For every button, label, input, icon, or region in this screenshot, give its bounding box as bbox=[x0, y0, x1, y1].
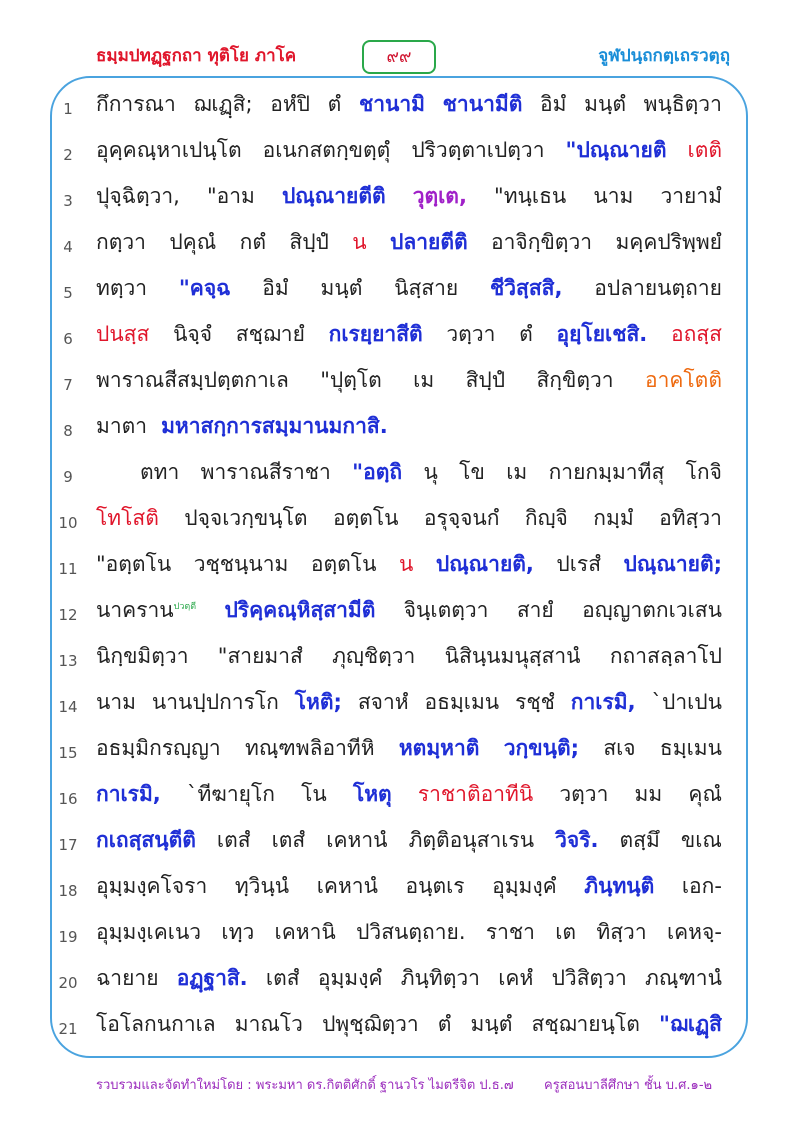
text-line bbox=[0, 816, 800, 862]
word: จินฺเตตฺวา bbox=[403, 598, 489, 622]
word: นาม bbox=[96, 690, 136, 714]
word: วายามํ bbox=[660, 184, 722, 208]
word: นิสินฺนมนุสฺสานํ bbox=[444, 644, 581, 668]
word: "อตฺถิ bbox=[352, 460, 403, 484]
line-text bbox=[96, 134, 722, 167]
word: ทณฺฑพลิอาทีหิ bbox=[244, 736, 375, 760]
word: สชฺฌายํ bbox=[235, 322, 305, 346]
line-number: 10 bbox=[58, 514, 78, 532]
text-line bbox=[0, 1000, 800, 1046]
line-number: 2 bbox=[63, 146, 73, 164]
word: นาม bbox=[593, 184, 634, 208]
line-number: 15 bbox=[58, 744, 78, 762]
text-line bbox=[0, 218, 800, 264]
line-number: 16 bbox=[58, 790, 78, 808]
word: สายํ bbox=[516, 598, 554, 622]
line-text bbox=[96, 180, 722, 213]
word: สิปฺปํ bbox=[289, 230, 329, 254]
line-text bbox=[96, 732, 722, 765]
line-text bbox=[96, 548, 722, 581]
word: ปุจฺฉิตฺวา, bbox=[96, 184, 180, 208]
word: เคหํ bbox=[498, 966, 534, 990]
word: ราชา bbox=[485, 920, 535, 944]
word: "ปุตฺโต bbox=[320, 368, 382, 392]
word: ฌเฏฺสิ; bbox=[193, 92, 253, 116]
word: "สายมาสํ bbox=[217, 644, 303, 668]
page-number-badge: ๙๙ bbox=[362, 40, 436, 74]
word: พาราณสีสมฺปตฺตกาเล bbox=[96, 368, 289, 392]
line-text bbox=[96, 870, 722, 903]
word: เคหานิ bbox=[274, 920, 336, 944]
text-line bbox=[0, 908, 800, 954]
word: นิจฺจํ bbox=[173, 322, 213, 346]
word: มนฺตํ bbox=[470, 1012, 513, 1036]
book-title: ธมฺมปทฏฺฐกถา ทุติโย ภาโค bbox=[96, 46, 297, 66]
word: มนฺตํ bbox=[584, 92, 626, 116]
word: กาเรมิ, bbox=[570, 690, 636, 714]
line-text bbox=[96, 686, 722, 719]
line-number: 3 bbox=[63, 192, 73, 210]
word: อาคโตติ bbox=[644, 368, 722, 392]
word: กเถสฺสนฺตีติ bbox=[96, 828, 196, 852]
word: ปนสฺส bbox=[96, 322, 150, 346]
word: "ปณฺณายติ bbox=[565, 138, 667, 162]
word: คุณํ bbox=[688, 782, 722, 806]
text-line bbox=[0, 586, 800, 632]
page-header bbox=[0, 40, 800, 76]
word: ตสฺมึ bbox=[619, 828, 660, 852]
word: ฉายาย bbox=[96, 966, 159, 990]
word: วตฺวา bbox=[446, 322, 496, 346]
word: พาราณสีราชา bbox=[200, 460, 331, 484]
word: กิญฺจิ bbox=[524, 506, 568, 530]
word: นานปฺปการโก bbox=[151, 690, 279, 714]
text-line bbox=[0, 862, 800, 908]
word: เทฺว bbox=[221, 920, 255, 944]
text-line bbox=[0, 126, 800, 172]
word: อุมฺมงฺคํ bbox=[317, 966, 383, 990]
word: ปเรสํ bbox=[556, 552, 602, 576]
word: ธมฺเมน bbox=[659, 736, 722, 760]
word: กาเรมิ, bbox=[96, 782, 161, 806]
line-number: 6 bbox=[63, 330, 73, 348]
line-number: 5 bbox=[63, 284, 73, 302]
line-text bbox=[96, 962, 722, 995]
word: เตติ bbox=[687, 138, 722, 162]
word: อญฺญาตกเวเสน bbox=[582, 598, 722, 622]
word: "อตฺตโน bbox=[96, 552, 172, 576]
word: อุมฺมงฺคํ bbox=[492, 874, 557, 898]
word: อตฺตโน bbox=[310, 552, 377, 576]
line-text bbox=[96, 226, 722, 259]
line-number: 1 bbox=[63, 100, 73, 118]
word: ชีวิสฺสสิ, bbox=[490, 276, 563, 300]
word: กมฺมํ bbox=[593, 506, 634, 530]
word: มคฺคปริพฺพยํ bbox=[615, 230, 722, 254]
footer-teacher: ครูสอนบาลีศึกษา ชั้น บ.ศ.๑-๒ bbox=[544, 1078, 713, 1093]
word: ราชาติอาทีนิ bbox=[417, 782, 534, 806]
text-line bbox=[0, 310, 800, 356]
word: ปริคฺคณฺหิสฺสามีติ bbox=[224, 598, 376, 622]
word: ทิสฺวา bbox=[596, 920, 647, 944]
line-number: 13 bbox=[58, 652, 78, 670]
word: สิปฺปํ bbox=[465, 368, 506, 392]
word: อุยฺโยเชสิ. bbox=[556, 322, 648, 346]
word: เตสํ bbox=[216, 828, 251, 852]
word: ปณฺณายติ, bbox=[435, 552, 534, 576]
line-text bbox=[96, 778, 722, 811]
word: ขเณ bbox=[680, 828, 722, 852]
line-text bbox=[96, 640, 722, 673]
text-line bbox=[0, 402, 800, 448]
word: "ฌเฏฺสิ bbox=[659, 1012, 722, 1036]
line-number: 9 bbox=[63, 468, 73, 486]
text-line bbox=[0, 632, 800, 678]
word: ภณฺฑานํ bbox=[645, 966, 722, 990]
word: นาคราน$^{ปวตฺตี}$ bbox=[96, 598, 197, 622]
word: วชฺชนฺนาม bbox=[193, 552, 289, 576]
word: ตํ bbox=[437, 1012, 452, 1036]
word: นุ bbox=[423, 460, 438, 484]
text-line bbox=[0, 678, 800, 724]
word: ภินฺทนฺติ bbox=[584, 874, 655, 898]
word: มาตา bbox=[96, 414, 148, 438]
word: สเจ bbox=[603, 736, 636, 760]
word: อนฺตเร bbox=[405, 874, 465, 898]
word: โทโสติ bbox=[96, 506, 159, 530]
word: สชฺฌายนฺโต bbox=[531, 1012, 640, 1036]
word: ปณฺณายตีติ bbox=[281, 184, 386, 208]
word: อธมฺมิกรญฺญา bbox=[96, 736, 221, 760]
line-number: 17 bbox=[58, 836, 78, 854]
word: วตฺวา bbox=[559, 782, 609, 806]
word: เคหานํ bbox=[316, 874, 378, 898]
word: เม bbox=[413, 368, 435, 392]
word: ปลายตีติ bbox=[390, 230, 468, 254]
word: เคหจฺ- bbox=[666, 920, 722, 944]
line-text bbox=[96, 364, 722, 397]
line-text bbox=[96, 410, 722, 443]
word: เต bbox=[555, 920, 577, 944]
word: วุตฺเต, bbox=[412, 184, 467, 208]
word: ปริวตฺตาเปตฺวา bbox=[411, 138, 545, 162]
text-line bbox=[0, 80, 800, 126]
word: ทตฺวา bbox=[96, 276, 148, 300]
word: อุมฺมงฺคโจรา bbox=[96, 874, 208, 898]
word: ปวิสนตฺถาย. bbox=[356, 920, 466, 944]
word: อหํปิ bbox=[270, 92, 311, 116]
word: กเรยฺยาสีติ bbox=[328, 322, 423, 346]
line-number: 21 bbox=[58, 1020, 78, 1038]
line-text bbox=[96, 916, 722, 949]
word: โน bbox=[301, 782, 327, 806]
word: ชานามิ bbox=[358, 92, 426, 116]
line-text bbox=[96, 456, 722, 489]
line-number: 7 bbox=[63, 376, 73, 394]
word: ปคุณํ bbox=[169, 230, 217, 254]
word: หตมฺหาติ bbox=[398, 736, 480, 760]
line-number: 18 bbox=[58, 882, 78, 900]
superscript-note: ปวตฺตี bbox=[173, 602, 197, 612]
text-line bbox=[0, 954, 800, 1000]
word: อฏฺฐาสิ. bbox=[176, 966, 248, 990]
text-line bbox=[0, 172, 800, 218]
text-line bbox=[0, 724, 800, 770]
text-line bbox=[0, 448, 800, 494]
line-number: 8 bbox=[63, 422, 73, 440]
word: มม bbox=[634, 782, 663, 806]
word: กตฺวา bbox=[96, 230, 146, 254]
word: อุมฺมงฺเคเนว bbox=[96, 920, 202, 944]
line-text bbox=[96, 272, 722, 305]
text-line bbox=[0, 494, 800, 540]
word: ปวิสิตฺวา bbox=[551, 966, 627, 990]
word: เตสํ bbox=[265, 966, 300, 990]
word: อุคฺคณฺหาเปนฺโต bbox=[96, 138, 242, 162]
word: ตํ bbox=[519, 322, 533, 346]
line-text bbox=[96, 1008, 722, 1041]
word: ปจฺจเวกฺขนฺโต bbox=[184, 506, 308, 530]
line-number: 19 bbox=[58, 928, 78, 946]
footer-compiler: รวบรวมและจัดทำใหม่โดย : พระมหา ดร.กิตติศักดิ์ ฐานวโร ไมตรีจิต ป.ธ.๗ bbox=[96, 1078, 514, 1093]
text-line bbox=[0, 540, 800, 586]
word: อิมํ bbox=[262, 276, 289, 300]
word: อตฺตโน bbox=[332, 506, 399, 530]
line-text bbox=[96, 502, 722, 535]
word: อรุจฺจนกํ bbox=[423, 506, 500, 530]
word: เคหานํ bbox=[326, 828, 388, 852]
line-number: 12 bbox=[58, 606, 78, 624]
word: เม bbox=[506, 460, 528, 484]
word: กึการณา bbox=[96, 92, 176, 116]
word: `ปาเปน bbox=[651, 690, 722, 714]
line-number: 11 bbox=[58, 560, 78, 578]
word: ภินฺทิตฺวา bbox=[400, 966, 480, 990]
word: กถาสลฺลาโป bbox=[609, 644, 722, 668]
story-title: จูฬปนฺถกตฺเถรวตฺถุ bbox=[598, 46, 730, 66]
word: มหาสกฺการสมฺมานมกาสิ. bbox=[161, 414, 388, 438]
word: ภิตฺติอนุสาเรน bbox=[408, 828, 535, 852]
word: พนฺธิตฺวา bbox=[643, 92, 722, 116]
word: โกจิ bbox=[685, 460, 722, 484]
word: อถสฺส bbox=[670, 322, 722, 346]
line-text bbox=[96, 88, 722, 121]
word: อเนกสตกฺขตฺตุํ bbox=[262, 138, 391, 162]
word: อทิสฺวา bbox=[659, 506, 722, 530]
line-text bbox=[96, 318, 722, 351]
word: โหติ; bbox=[294, 690, 342, 714]
word: อิมํ bbox=[540, 92, 567, 116]
word: รชฺชํ bbox=[515, 690, 555, 714]
word: ชานามีติ bbox=[442, 92, 523, 116]
word: เตสํ bbox=[271, 828, 306, 852]
text-line bbox=[0, 770, 800, 816]
word: นิสฺสาย bbox=[394, 276, 459, 300]
word: โข bbox=[459, 460, 485, 484]
word: กตํ bbox=[239, 230, 266, 254]
text-line bbox=[0, 356, 800, 402]
word: "อาม bbox=[206, 184, 255, 208]
word: `ทีฆายุโก bbox=[186, 782, 275, 806]
word: ทฺวินฺนํ bbox=[234, 874, 290, 898]
word: สจาหํ bbox=[357, 690, 409, 714]
word: "คจฺฉ bbox=[178, 276, 231, 300]
word: นิกฺขมิตฺวา bbox=[96, 644, 189, 668]
word: มาณโว bbox=[234, 1012, 303, 1036]
word: ตํ bbox=[327, 92, 342, 116]
word: โหตุ bbox=[352, 782, 392, 806]
word: อธมฺเมน bbox=[424, 690, 500, 714]
word: เอก- bbox=[681, 874, 722, 898]
line-number: 20 bbox=[58, 974, 78, 992]
text-line bbox=[0, 264, 800, 310]
word: น bbox=[352, 230, 367, 254]
word: ปณฺณายติ; bbox=[623, 552, 722, 576]
word: อปลายนตฺถาย bbox=[594, 276, 722, 300]
word: ตทา bbox=[140, 460, 180, 484]
word: วกฺขนฺติ; bbox=[503, 736, 580, 760]
word: โอโลกนกาเล bbox=[96, 1012, 216, 1036]
line-text bbox=[96, 824, 722, 857]
word: วิจริ. bbox=[555, 828, 599, 852]
word: สิกฺขิตฺวา bbox=[536, 368, 614, 392]
word: "ทนฺเธน bbox=[494, 184, 567, 208]
line-text bbox=[96, 594, 722, 627]
word: ปพุชฺฌิตฺวา bbox=[322, 1012, 419, 1036]
word: อาจิกฺขิตฺวา bbox=[491, 230, 593, 254]
word: กายกมฺมาทีสุ bbox=[548, 460, 665, 484]
word: ภุญฺชิตฺวา bbox=[332, 644, 416, 668]
line-number: 4 bbox=[63, 238, 73, 256]
line-number: 14 bbox=[58, 698, 78, 716]
word: น bbox=[398, 552, 414, 576]
word: มนฺตํ bbox=[320, 276, 363, 300]
